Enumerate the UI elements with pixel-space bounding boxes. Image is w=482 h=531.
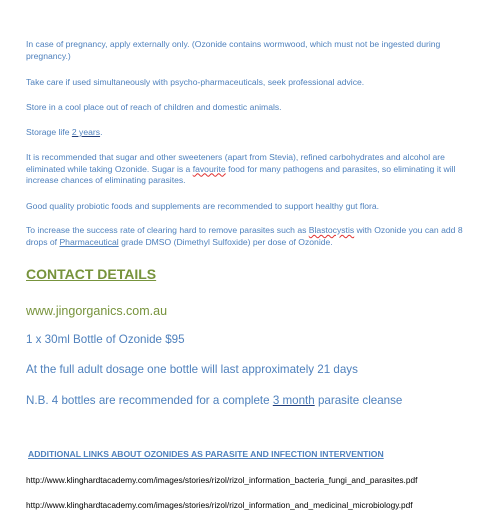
nb-duration-value: 3 month <box>272 394 315 407</box>
storage-life-value: 2 years <box>71 127 101 137</box>
website-text: www.jingorganics.com.au <box>26 304 168 318</box>
storage-life-paragraph <box>26 127 466 139</box>
sugar-paragraph <box>26 152 466 187</box>
psycho-pharmaceutical-paragraph: Take care if used simultaneously with psycho-pharmaceuticals, seek professional advice. <box>26 77 365 87</box>
sugar-spellcheck-word: favourite <box>192 163 226 174</box>
storage-life-suffix: . <box>100 127 103 137</box>
storage-life-label: Storage life <box>26 127 72 137</box>
dmso-text-1: To increase the success rate of clearing hard to remove parasites such as <box>26 225 309 235</box>
nb-text-prefix: N.B. 4 bottles are recommended for a complete <box>26 394 273 407</box>
sugar-text-2: food for many pathogens and parasites, so eliminating it will increase chances of eliminating parasites. <box>26 163 456 185</box>
sugar-text-1: It is recommended that sugar and other sweeteners (apart from Stevia), refined carbohydrates and alcohol are eliminated while taking Ozonide. Sugar is a <box>26 152 445 174</box>
contact-details-heading: CONTACT DETAILS <box>26 266 157 282</box>
dmso-paragraph <box>26 225 466 248</box>
dmso-text-2: with Ozonide you can add 8 drops of <box>26 225 463 247</box>
price-text: 1 x 30ml Bottle of Ozonide $95 <box>26 333 185 346</box>
pharmaceutical-word: Pharmaceutical <box>59 236 119 247</box>
link-bacteria-fungi-parasites[interactable]: http://www.klinghardtacademy.com/images/stories/rizol/rizol_information_bacteria_fungi_and_parasites.pdf <box>26 475 418 485</box>
probiotic-paragraph: Good quality probiotic foods and supplements are recommended to support healthy gut flora. <box>26 201 380 211</box>
link-medicinal-microbiology[interactable]: http://www.klinghardtacademy.com/images/stories/rizol/rizol_information_and_medicinal_microbiology.pdf <box>26 500 413 510</box>
nb-text-suffix: parasite cleanse <box>314 394 403 407</box>
additional-links-heading: ADDITIONAL LINKS ABOUT OZONIDES AS PARASITE AND INFECTION INTERVENTION <box>28 449 384 459</box>
blastocystis-spellcheck-word: Blastocystis <box>308 225 355 235</box>
dmso-text-3: grade DMSO (Dimethyl Sulfoxide) per dose of Ozonide. <box>118 236 333 247</box>
bottle-duration-text: At the full adult dosage one bottle will last approximately 21 days <box>26 363 358 376</box>
bottles-recommendation-text <box>26 394 402 407</box>
pregnancy-paragraph: In case of pregnancy, apply externally only. (Ozonide contains wormwood, which must not be ingested during pregnancy.) <box>26 39 441 61</box>
storage-paragraph: Store in a cool place out of reach of children and domestic animals. <box>26 102 282 112</box>
